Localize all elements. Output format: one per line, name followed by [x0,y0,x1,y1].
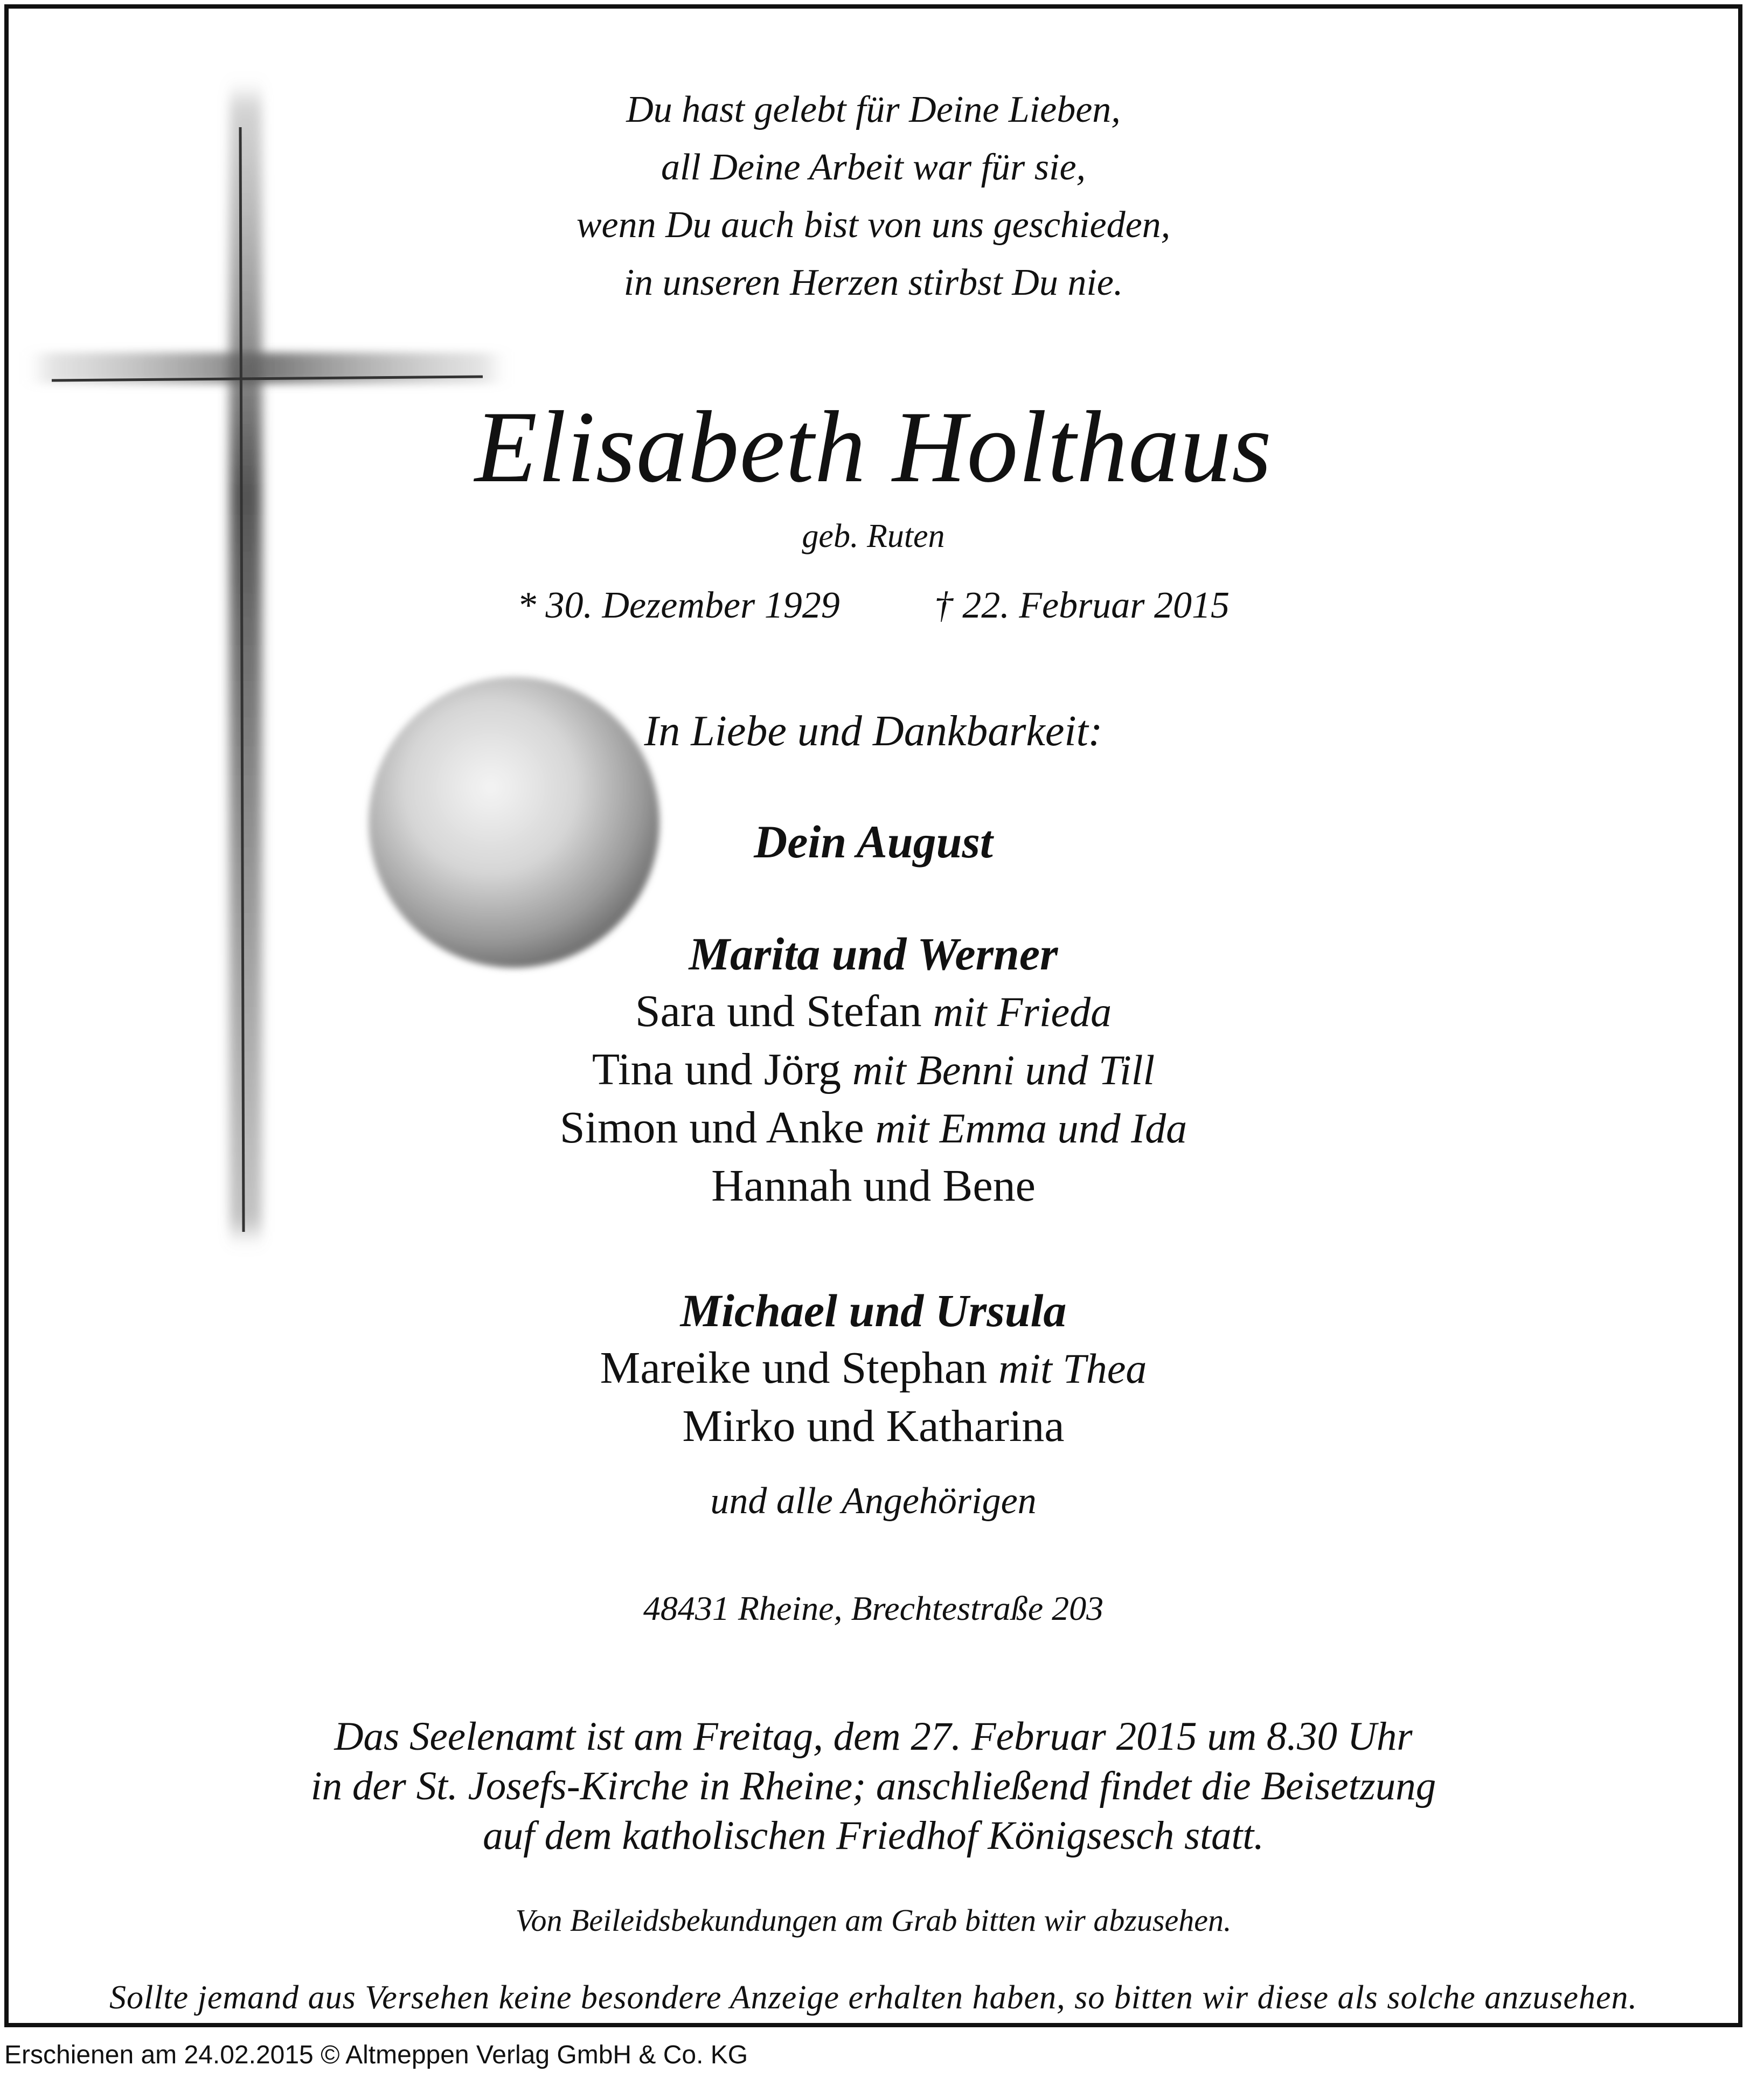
birth-date: * 30. Dezember 1929 [517,585,840,626]
spouse-name: Dein August [754,816,993,868]
family-1-member: Sara und Stefan mit Frieda [635,986,1112,1036]
final-note: Sollte jemand aus Versehen keine besondere Anzeige erhalten haben, so bitten wir diese als solche anzusehen. [109,1979,1638,2016]
relatives-line: und alle Angehörigen [710,1480,1037,1522]
life-dates [9,584,1738,627]
service-line-2: in der St. Josefs-Kirche in Rheine; anschließend findet die Beisetzung [310,1764,1436,1808]
address: 48431 Rheine, Brechtestraße 203 [643,1589,1104,1627]
obituary-frame [4,4,1742,2027]
publication-footer: Erschienen am 24.02.2015 © Altmeppen Verlag GmbH & Co. KG [4,2041,748,2069]
family-2-member: Mirko und Katharina [682,1401,1065,1451]
maiden-name: geb. Ruten [802,518,945,555]
family-1-head: Marita und Werner [689,928,1058,980]
family-2-head: Michael und Ursula [680,1285,1067,1336]
death-date: † 22. Februar 2015 [934,585,1230,626]
service-line-1: Das Seelenamt ist am Freitag, dem 27. Februar 2015 um 8.30 Uhr [334,1714,1413,1759]
thanks-line: In Liebe und Dankbarkeit: [644,708,1103,755]
poem-line-3: wenn Du auch bist von uns geschieden, [576,204,1171,246]
family-1-member: Simon und Anke mit Emma und Ida [559,1103,1188,1153]
family-1-member: Hannah und Bene [711,1161,1036,1211]
deceased-name: Elisabeth Holthaus [475,391,1272,504]
service-line-3: auf dem katholischen Friedhof Königsesch statt. [483,1813,1264,1858]
poem-line-1: Du hast gelebt für Deine Lieben, [626,89,1121,130]
family-1-member: Tina und Jörg mit Benni und Till [592,1044,1155,1094]
poem-line-2: all Deine Arbeit war für sie, [661,147,1086,188]
poem-line-4: in unseren Herzen stirbst Du nie. [623,262,1123,303]
family-2-member: Mareike und Stephan mit Thea [600,1343,1147,1393]
condolence-note: Von Beileidsbekundungen am Grab bitten wir abzusehen. [515,1903,1232,1938]
